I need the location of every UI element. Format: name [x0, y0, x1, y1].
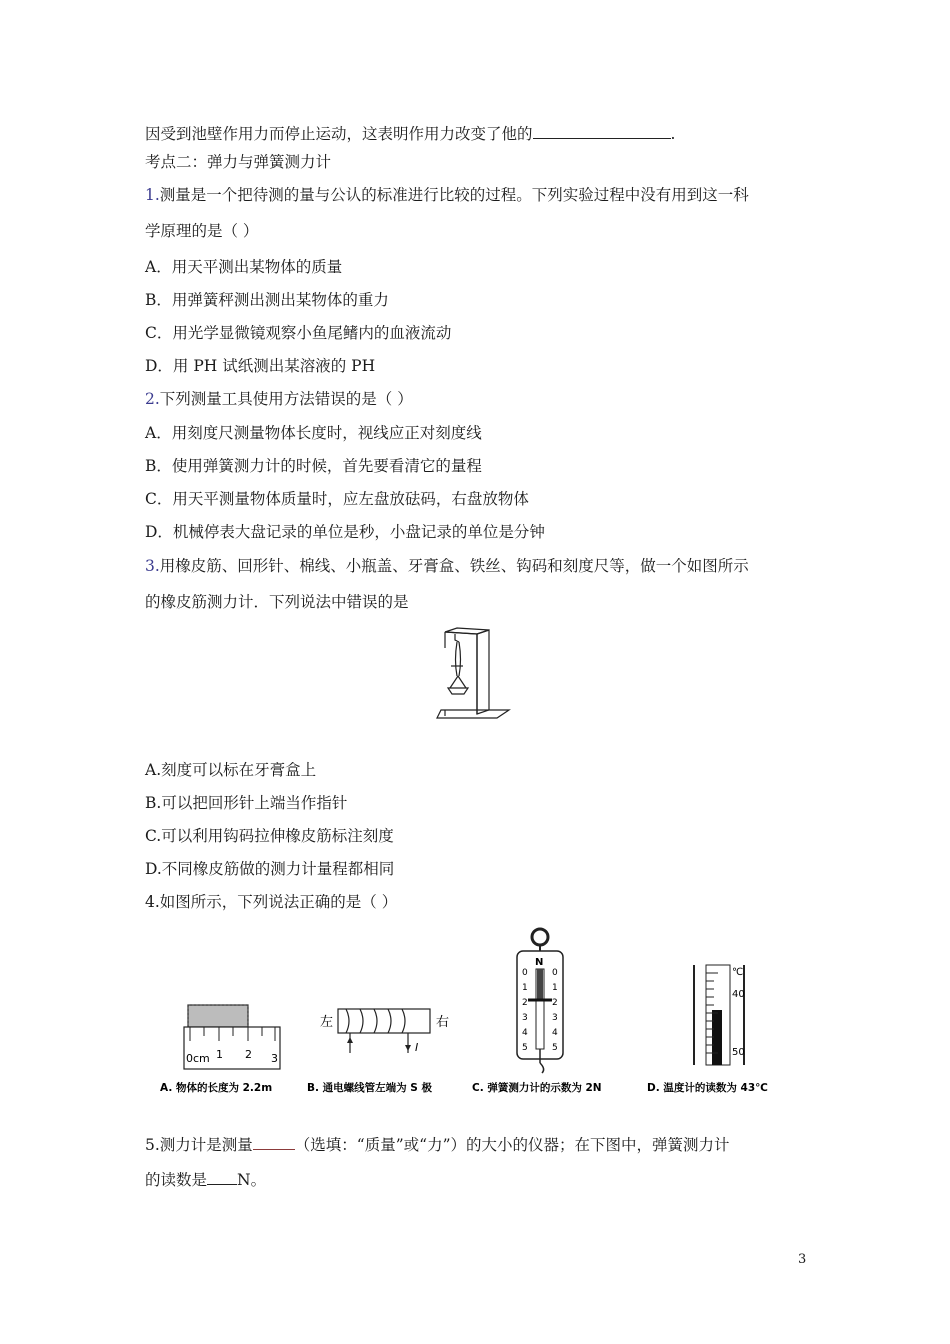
ruler-tick-1: 1	[216, 1048, 223, 1061]
q1-stem-line1	[145, 185, 749, 205]
q3-option-a: A.刻度可以标在牙膏盒上	[145, 761, 317, 779]
therm-tick-40: 40	[732, 989, 745, 1000]
q3-stem-line2: 的橡皮筋测力计．下列说法中错误的是	[145, 593, 409, 611]
q3-option-c: C.可以利用钩码拉伸橡皮筋标注刻度	[145, 827, 394, 845]
q5-line2	[145, 1170, 266, 1190]
thermometer-diagram	[694, 965, 745, 1065]
coil-current-label: I	[415, 1041, 419, 1054]
q2-option-d: D．机械停表大盘记录的单位是秒，小盘记录的单位是分钟	[145, 523, 545, 541]
ruler-tick-2: 2	[245, 1048, 252, 1061]
q4-figure	[150, 925, 800, 1100]
spring-unit: N	[535, 957, 544, 968]
q1-option-d: D．用 PH 试纸测出某溶液的 PH	[145, 357, 376, 375]
spring-tick-left-0: 0	[522, 968, 528, 978]
spring-tick-right-4: 4	[552, 1028, 558, 1038]
rubber-band-dynamometer-figure	[435, 626, 515, 722]
q1-text1: 测量是一个把待测的量与公认的标准进行比较的过程。下列实验过程中没有用到这一科	[159, 186, 749, 204]
spring-tick-right-3: 3	[552, 1013, 558, 1023]
ruler-tick-3: 3	[271, 1052, 278, 1065]
q2-text: 下列测量工具使用方法错误的是（ ）	[159, 390, 413, 408]
coil-left-label: 左	[320, 1015, 334, 1030]
spring-tick-right-0: 0	[552, 968, 558, 978]
q5-line1	[145, 1135, 730, 1155]
q2-option-c: C．用天平测量物体质量时，应左盘放砝码，右盘放物体	[145, 490, 529, 508]
caption-a: A. 物体的长度为 2.2m	[160, 1082, 273, 1094]
spring-tick-right-2: 2	[552, 998, 558, 1008]
q3-text1: 用橡皮筋、回形针、棉线、小瓶盖、牙膏盒、铁丝、钩码和刻度尺等，做一个如图所示	[159, 557, 749, 575]
q5-part3: 的读数是	[145, 1171, 208, 1189]
q3-option-d: D.不同橡皮筋做的测力计量程都相同	[145, 860, 395, 878]
ruler-diagram	[184, 1005, 280, 1069]
solenoid-diagram	[320, 1009, 449, 1054]
q5-part1: 5.测力计是测量	[145, 1136, 253, 1154]
q2-option-b: B．使用弹簧测力计的时候，首先要看清它的量程	[145, 457, 482, 475]
caption-d: D. 温度计的读数为 43℃	[647, 1082, 768, 1094]
spring-scale-diagram	[517, 929, 563, 1073]
section-title: 考点二：弹力与弹簧测力计	[145, 153, 332, 171]
q3-option-b: B.可以把回形针上端当作指针	[145, 794, 348, 812]
spring-tick-right-1: 1	[552, 983, 558, 993]
answer-blank	[533, 124, 671, 139]
q1-number: 1.	[145, 186, 160, 204]
intro-text: 因受到池壁作用力而停止运动，这表明作用力改变了他的	[145, 125, 533, 143]
spring-tick-left-5: 5	[522, 1043, 528, 1053]
ruler-tick-0: 0cm	[186, 1052, 210, 1065]
q3-number: 3.	[145, 557, 160, 575]
spring-tick-left-1: 1	[522, 983, 528, 993]
q2-number: 2.	[145, 390, 160, 408]
q1-option-c: C．用光学显微镜观察小鱼尾鳍内的血液流动	[145, 324, 452, 342]
spring-tick-left-3: 3	[522, 1013, 528, 1023]
therm-unit: ℃	[732, 967, 744, 978]
q5-blank1	[253, 1135, 295, 1150]
q2-option-a: A．用刻度尺测量物体长度时，视线应正对刻度线	[145, 424, 482, 442]
spring-tick-left-4: 4	[522, 1028, 528, 1038]
q3-stem-line1	[145, 556, 749, 576]
q1-stem-line2: 学原理的是（ ）	[145, 222, 259, 240]
q1-option-b: B．用弹簧秤测出测出某物体的重力	[145, 291, 389, 309]
q5-part2: （选填：“质量”或“力”）的大小的仪器；在下图中，弹簧测力计	[294, 1136, 730, 1154]
caption-b: B. 通电螺线管左端为 S 极	[307, 1082, 433, 1094]
q1-option-a: A．用天平测出某物体的质量	[145, 258, 343, 276]
q5-blank2	[207, 1170, 237, 1185]
spring-tick-right-5: 5	[552, 1043, 558, 1053]
coil-right-label: 右	[436, 1015, 450, 1030]
q5-part4: N。	[237, 1171, 267, 1189]
spring-tick-left-2: 2	[522, 998, 528, 1008]
therm-tick-50: 50	[732, 1047, 745, 1058]
q2-stem	[145, 389, 413, 409]
caption-c: C. 弹簧测力计的示数为 2N	[472, 1082, 602, 1094]
q4-stem: 4.如图所示，下列说法正确的是（ ）	[145, 893, 398, 911]
page-number: 3	[798, 1252, 807, 1267]
intro-end: .	[670, 125, 676, 143]
intro-line	[145, 124, 675, 144]
